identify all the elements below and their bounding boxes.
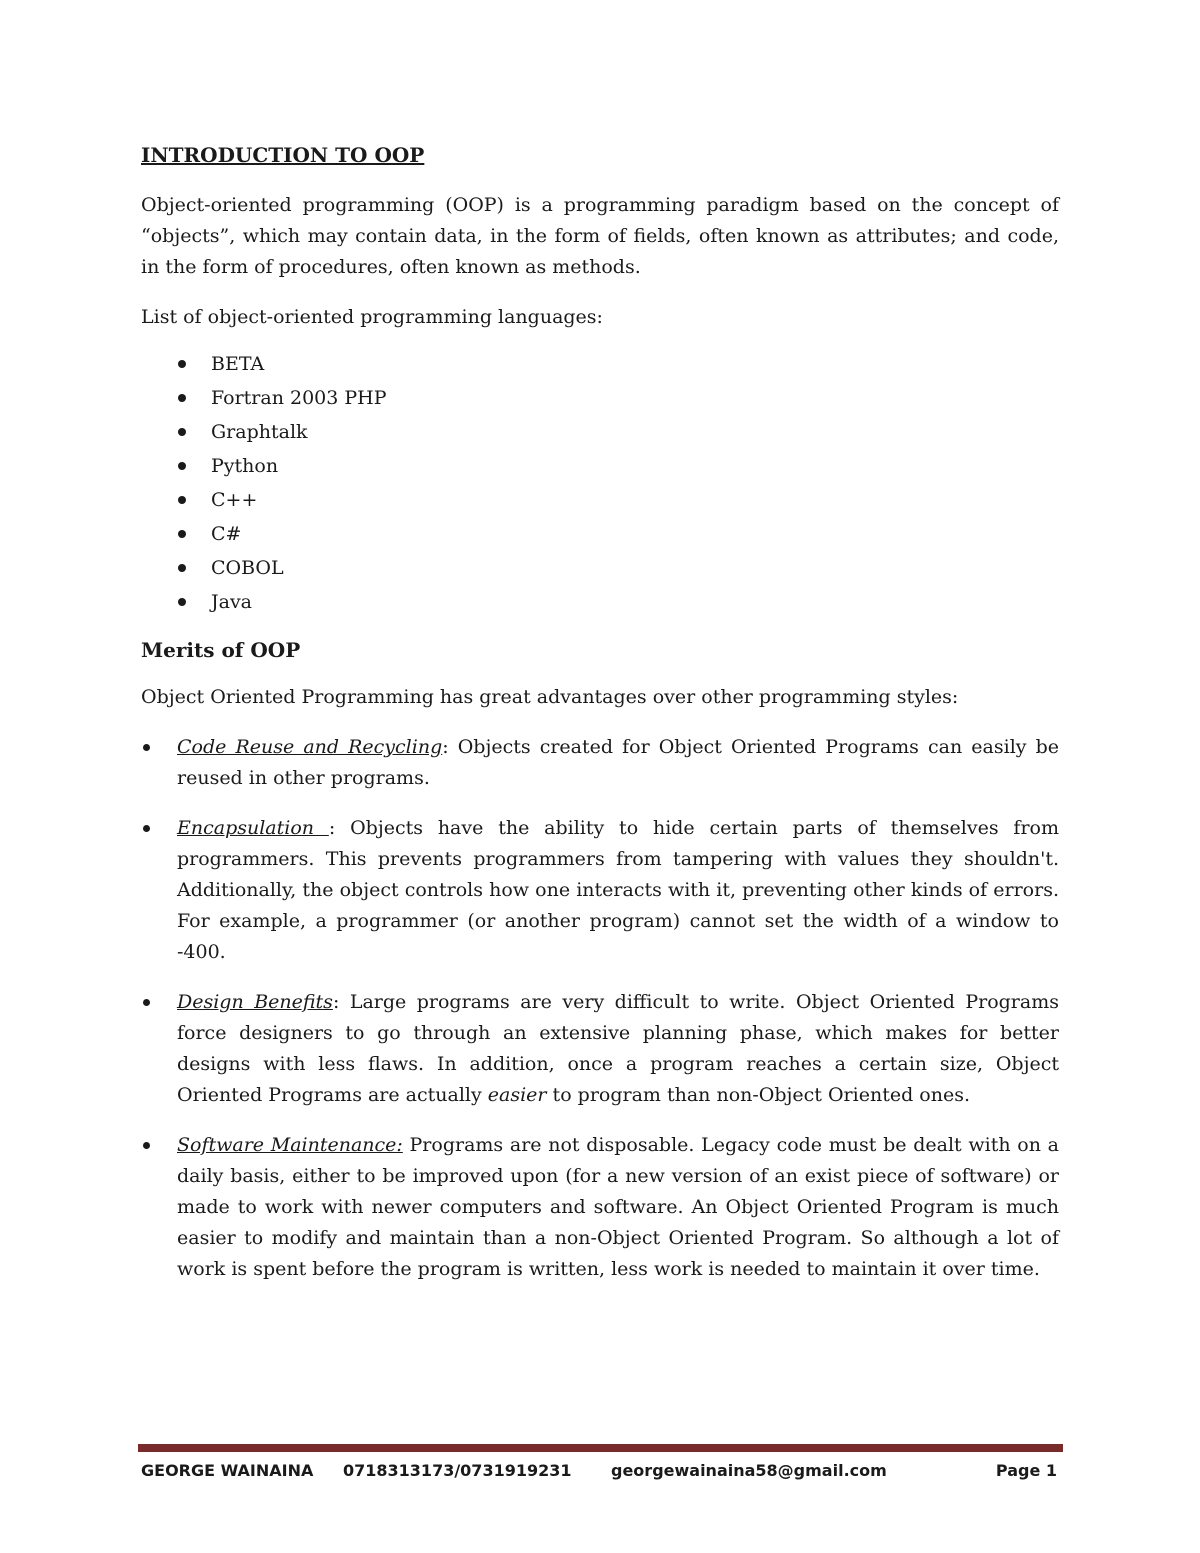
footer-email: georgewainaina58@gmail.com bbox=[611, 1461, 887, 1480]
language-name: C++ bbox=[211, 489, 258, 511]
merit-term: Encapsulation bbox=[177, 817, 329, 839]
merit-separator: : bbox=[332, 991, 340, 1013]
merit-text: Objects have the ability to hide certain parts of themselves from programmers. This prevents programmers from tampering with values they shouldn't. Additionally, the object controls how one interacts with it, preventing other kinds of errors. For example, a programmer (or another program) cannot set the width of a window to -400. bbox=[177, 817, 1060, 963]
merit-item-design-benefits bbox=[141, 987, 1059, 1111]
bullet-icon bbox=[178, 564, 186, 572]
bullet-icon bbox=[178, 496, 186, 504]
merit-emphasis: easier bbox=[487, 1084, 547, 1106]
bullet-icon bbox=[178, 360, 186, 368]
merit-item-encapsulation bbox=[141, 813, 1059, 968]
footer-rule bbox=[138, 1444, 1063, 1452]
document-title: INTRODUCTION TO OOP bbox=[141, 143, 425, 167]
merit-term: Design Benefits bbox=[177, 991, 333, 1013]
languages-list bbox=[141, 347, 1059, 619]
merits-intro: Object Oriented Programming has great advantages over other programming styles: bbox=[141, 686, 959, 708]
merit-text: Objects created for Object Oriented Programs can easily be reused in other programs. bbox=[177, 736, 1059, 789]
bullet-icon bbox=[143, 1142, 150, 1149]
footer-phone-numbers: 0718313173/0731919231 bbox=[343, 1461, 572, 1480]
bullet-icon bbox=[143, 744, 150, 751]
merit-term: Code Reuse and Recycling bbox=[177, 736, 443, 758]
language-name: C# bbox=[211, 523, 242, 545]
page-footer bbox=[141, 1459, 1061, 1483]
bullet-icon bbox=[143, 999, 150, 1006]
list-item bbox=[141, 449, 1059, 483]
bullet-icon bbox=[178, 530, 186, 538]
bullet-icon bbox=[178, 598, 186, 606]
footer-page-number: Page 1 bbox=[995, 1461, 1057, 1480]
merit-text: Programs are not disposable. Legacy code must be dealt with on a daily basis, either to be improved upon (for a new version of an exist piece of software) or made to work with newer computers and software. An Object Oriented Program is much easier to modify and maintain than a non-Object Oriented Program. So although a lot of work is spent before the program is written, less work is needed to maintain it over time. bbox=[177, 1134, 1059, 1280]
merit-term: Software Maintenance: bbox=[177, 1134, 403, 1156]
merits-list bbox=[141, 732, 1059, 1285]
languages-intro: List of object-oriented programming languages: bbox=[141, 306, 603, 328]
list-item bbox=[141, 415, 1059, 449]
merits-heading: Merits of OOP bbox=[141, 638, 301, 662]
list-item bbox=[141, 551, 1059, 585]
language-name: Python bbox=[211, 455, 279, 477]
merit-text: Large programs are very difficult to write. Object Oriented Programs force designers to go through an extensive planning phase, which makes for better designs with less flaws. In addition, once a program reaches a certain size, Object Oriented Programs are actually bbox=[177, 991, 1059, 1106]
language-name: BETA bbox=[211, 353, 265, 375]
merit-text-after: to program than non-Object Oriented ones. bbox=[546, 1084, 970, 1106]
language-name: Java bbox=[211, 591, 253, 613]
bullet-icon bbox=[178, 462, 186, 470]
page-content bbox=[141, 140, 1059, 1304]
list-item bbox=[141, 585, 1059, 619]
list-item bbox=[141, 483, 1059, 517]
footer-author-name: GEORGE WAINAINA bbox=[141, 1461, 314, 1480]
bullet-icon bbox=[143, 825, 150, 832]
merit-item-code-reuse bbox=[141, 732, 1059, 794]
intro-paragraph: Object-oriented programming (OOP) is a programming paradigm based on the concept of “objects”, which may contain data, in the form of fields, often known as attributes; and code, in the form of procedures, often known as methods. bbox=[141, 194, 1059, 278]
list-item bbox=[141, 381, 1059, 415]
language-name: Graphtalk bbox=[211, 421, 308, 443]
merit-separator: : bbox=[328, 817, 336, 839]
merit-item-software-maintenance bbox=[141, 1130, 1059, 1285]
bullet-icon bbox=[178, 394, 186, 402]
bullet-icon bbox=[178, 428, 186, 436]
list-item bbox=[141, 347, 1059, 381]
merit-separator: : bbox=[442, 736, 449, 758]
language-name: Fortran 2003 PHP bbox=[211, 387, 387, 409]
list-item bbox=[141, 517, 1059, 551]
language-name: COBOL bbox=[211, 557, 284, 579]
